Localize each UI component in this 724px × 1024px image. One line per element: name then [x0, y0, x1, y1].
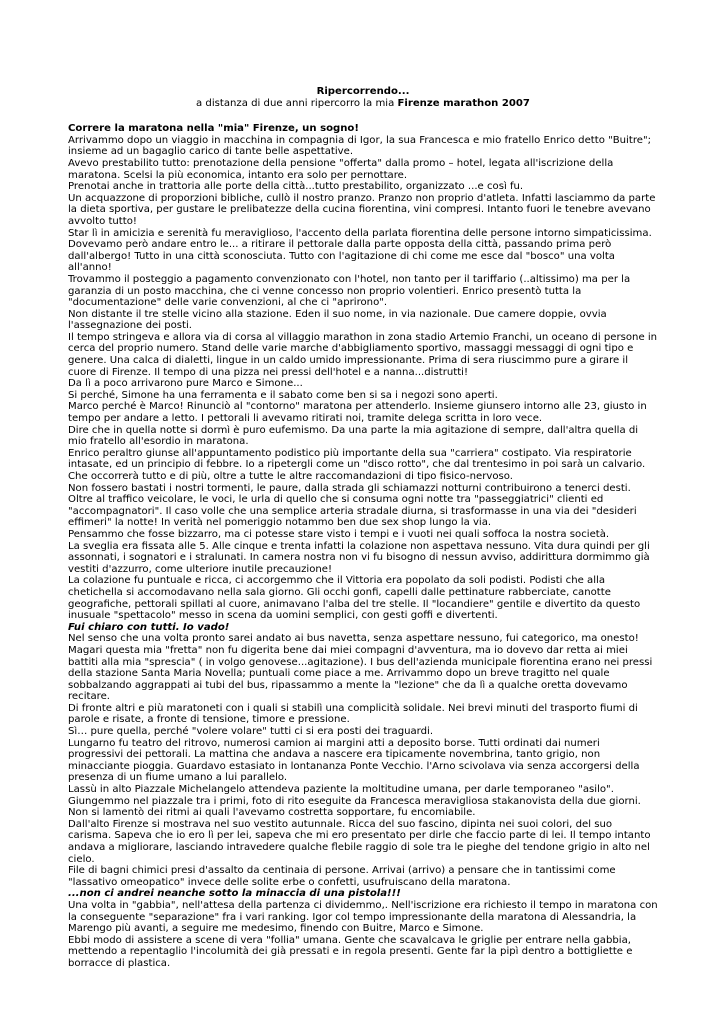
paragraph: Non fossero bastati i nostri tormenti, le paure, dalla strada gli schiamazzi notturni contribuirono a tenerci desti. Oltre al traffico veicolare, le voci, le urla di quello che si consuma ogni notte tra "passeggiatrici" clienti ed "accompagnatori". Il caso volle che una semplice arteria stradale diurna, si trasformasse in una via dei "desideri effimeri" la notte! In verità nel pomeriggio notammo ben due sex shop lungo la via.: [68, 482, 637, 529]
section-1: [68, 135, 658, 622]
title-block: [68, 86, 658, 109]
paragraph: Avevo prestabilito tutto: prenotazione della pensione "offerta" dalla promo – hotel, legata all'iscrizione della maratona. Scelsi la più economica, intanto era solo per pernottare.: [68, 157, 614, 181]
section-3: [68, 900, 658, 970]
paragraph: Sì… pure quella, perché "volere volare" tutti ci si era posti dei traguardi.: [68, 726, 434, 738]
paragraph: Star lì in amicizia e serenità fu meraviglioso, l'accento della parlata fiorentina delle persone intorno simpaticissima.: [68, 227, 652, 239]
paragraph: Una volta in "gabbia", nell'attesa della partenza ci dividemmo,. Nell'iscrizione era richiesto il tempo in maratona con la conseguente "separazione" fra i vari ranking. Igor col tempo impressionante della maratona di Alessandria, la Marengo più avanti, a seguire me medesimo, finendo con Buitre, Marco e Simone.: [68, 899, 658, 935]
paragraph: Di fronte altri e più maratoneti con i quali si stabilì una complicità solidale. Nei brevi minuti del trasporto fiumi di parole e risate, a fronte di tensione, timore e pressione.: [68, 702, 638, 726]
paragraph: Arrivammo dopo un viaggio in macchina in compagnia di Igor, la sua Francesca e mio fratello Enrico detto "Buitre"; insieme ad un bagaglio carico di tante belle aspettative.: [68, 134, 652, 158]
paragraph: Prenotai anche in trattoria alle porte della città...tutto prestabilito, organizzato ...e così fu.: [68, 181, 524, 193]
paragraph: Ebbi modo di assistere a scene di vera "follia" umana. Gente che scavalcava le griglie per entrare nella gabbia, mettendo a repentaglio l'incolumità dei già pressati e in regola presenti. Gente far la pipì dentro a bottigliette e borracce di plastica.: [68, 934, 633, 969]
paragraph: Dall'alto Firenze si mostrava nel suo vestito autunnale. Ricca del suo fascino, dipinta nei suoi colori, del suo carisma. Sapeva che io ero lì per lei, sapeva che mi ero presentato per dirle che faccio parte di lei. Il tempo intanto andava a migliorare, lasciando intravedere qualche flebile raggio di sole tra le pieghe del tendone grigio in alto nel cielo.: [68, 818, 651, 865]
paragraph: Nel senso che una volta pronto sarei andato ai bus navetta, senza aspettare nessuno, fui categorico, ma onesto!: [68, 633, 639, 645]
document-subtitle: [68, 98, 658, 110]
subtitle-prefix: a distanza di due anni ripercorro la mia: [196, 97, 398, 109]
paragraph: Enrico peraltro giunse all'appuntamento podistico più importante della sua "carriera" costipato. Via respiratorie intasate, ed un principio di febbre. Io a ripetergli come un "disco rotto", che dal trentesimo in poi sarà un calvario. Che occorrerà tutto e di più, oltre a tutte le altre raccomandazioni di tipo fisico-nervoso.: [68, 447, 646, 482]
section-2: [68, 633, 658, 888]
paragraph: Si perché, Simone ha una ferramenta e il sabato come ben si sa i negozi sono aperti.: [68, 389, 498, 401]
paragraph: Trovammo il posteggio a pagamento convenzionato con l'hotel, non tanto per il tariffario (..altissimo) ma per la garanzia di un posto macchina, che ci venne concesso non proprio volentieri. Enrico presentò tutta la "documentazione" delle varie convenzioni, al che ci "aprirono".: [68, 273, 631, 309]
paragraph: File di bagni chimici presi d'assalto da centinaia di persone. Arrivai (arrivo) a pensare che in tantissimi come "lassativo omeopatico" invece delle solite erbe o confetti, usufruiscano della maratona.: [68, 865, 616, 888]
paragraph: La sveglia era fissata alle 5. Alle cinque e trenta infatti la colazione non aspettava nessuno. Vita dura quindi per gli assonnati, i sognatori e i stralunati. In camera nostra non vi fu bisogno di nessun avviso, addirittura dormimmo già vestiti d'azzurro, come ulteriore inutile precauzione!: [68, 540, 650, 575]
paragraph: Da lì a poco arrivarono pure Marco e Simone...: [68, 378, 303, 390]
paragraph: Magari questa mia "fretta" non fu digerita bene dai miei compagni d'avventura, ma io dovevo dar retta ai miei battiti alla mia "sprescia" ( in volgo genovese...agitazione). I bus dell'azienda municipale fiorentina erano nei pressi della stazione Santa Maria Novella; puntuali come piace a me. Arrivammo dopo un breve tragitto nel quale sobbalzando aggrappati ai tubi del bus, ripassammo a mente la "lezione" che da lì a qualche oretta dovevamo recitare.: [68, 644, 653, 703]
paragraph: Dovevamo però andare entro le... a ritirare il pettorale dalla parte opposta della città, passando prima però dall'albergo! Tutto in una città sconosciuta. Tutto con l'agitazione di chi come me esce dal "bosco" una volta all'anno!: [68, 239, 615, 274]
document-title: Ripercorrendo...: [316, 86, 410, 97]
paragraph: Pensammo che fosse bizzarro, ma ci potesse stare visto i tempi e i vuoti nei quali soffoca la nostra società.: [68, 528, 610, 540]
paragraph: Lungarno fu teatro del ritrovo, numerosi camion ai margini atti a deposito borse. Tutti ordinati dai numeri progressivi dei pettorali. La mattina che andava a nascere era tipicamente novembrina, tanto grigio, non minacciante pioggia. Guardavo estasiato in lontananza Ponte Vecchio. l'Arno scivolava via senza accorgersi della presenza di un fiume umano a lui parallelo.: [68, 737, 640, 784]
section-heading-3: ...non ci andrei neanche sotto la minaccia di una pistola!!!: [68, 888, 401, 900]
document-page: [68, 86, 658, 970]
paragraph: La colazione fu puntuale e ricca, ci accorgemmo che il Vittoria era popolato da soli podisti. Podisti che alla chetichella si accomodavano nella sala giorno. Gli occhi gonfi, capelli dalle pettinature rabberciate, canotte geografiche, pettorali spillati al cuore, animavano l'alba del tre stelle. Il "locandiere" gentile e divertito da questo inusuale "spettacolo" messo in scena da uomini semplici, con gesti goffi e divertenti.: [68, 575, 641, 622]
paragraph: Un acquazzone di proporzioni bibliche, cullò il nostro pranzo. Pranzo non proprio d'atleta. Infatti lasciammo da parte la dieta sportiva, per gustare le prelibatezze della cucina fiorentina, vini compresi. Intanto fuori le tenebre avevano avvolto tutto!: [68, 192, 656, 227]
paragraph: Non distante il tre stelle vicino alla stazione. Eden il suo nome, in via nazionale. Due camere doppie, ovvia l'assegnazione dei posti.: [68, 308, 607, 332]
section-heading-1: Correre la maratona nella "mia" Firenze, un sogno!: [68, 123, 359, 135]
paragraph: Marco perché è Marco! Rinunciò al "contorno" maratona per attenderlo. Insieme giunsero intorno alle 23, giusto in tempo per andare a letto. I pettorali li avevamo ritirati noi, tramite delega scritta in loro vece.: [68, 401, 647, 425]
subtitle-bold: Firenze marathon 2007: [397, 97, 530, 109]
paragraph: Il tempo stringeva e allora via di corsa al villaggio marathon in zona stadio Artemio Franchi, un oceano di persone in cerca del proprio numero. Stand delle varie marche d'abbigliamento sportivo, massaggi messaggi di ogni tipo e genere. Una calca di dialetti, lingue in un caldo umido impressionante. Prima di sera riuscimmo pure a girare il cuore di Firenze. Il tempo di una pizza nei pressi dell'hotel e a nanna...distrutti!: [68, 331, 658, 378]
paragraph: Dire che in quella notte si dormì è puro eufemismo. Da una parte la mia agitazione di sempre, dall'altra quella di mio fratello all'esordio in maratona.: [68, 424, 639, 448]
paragraph: Lassù in alto Piazzale Michelangelo attendeva paziente la moltitudine umana, per darle temporaneo "asilo". Giungemmo nel piazzale tra i primi, foto di rito eseguite da Francesca meravigliosa stakanovista della due giorni. Non si lamentò dei ritmi ai quali l'avevamo costretta sopportare, fu encomiabile.: [68, 784, 641, 819]
section-heading-2: Fui chiaro con tutti. Io vado!: [68, 621, 230, 633]
